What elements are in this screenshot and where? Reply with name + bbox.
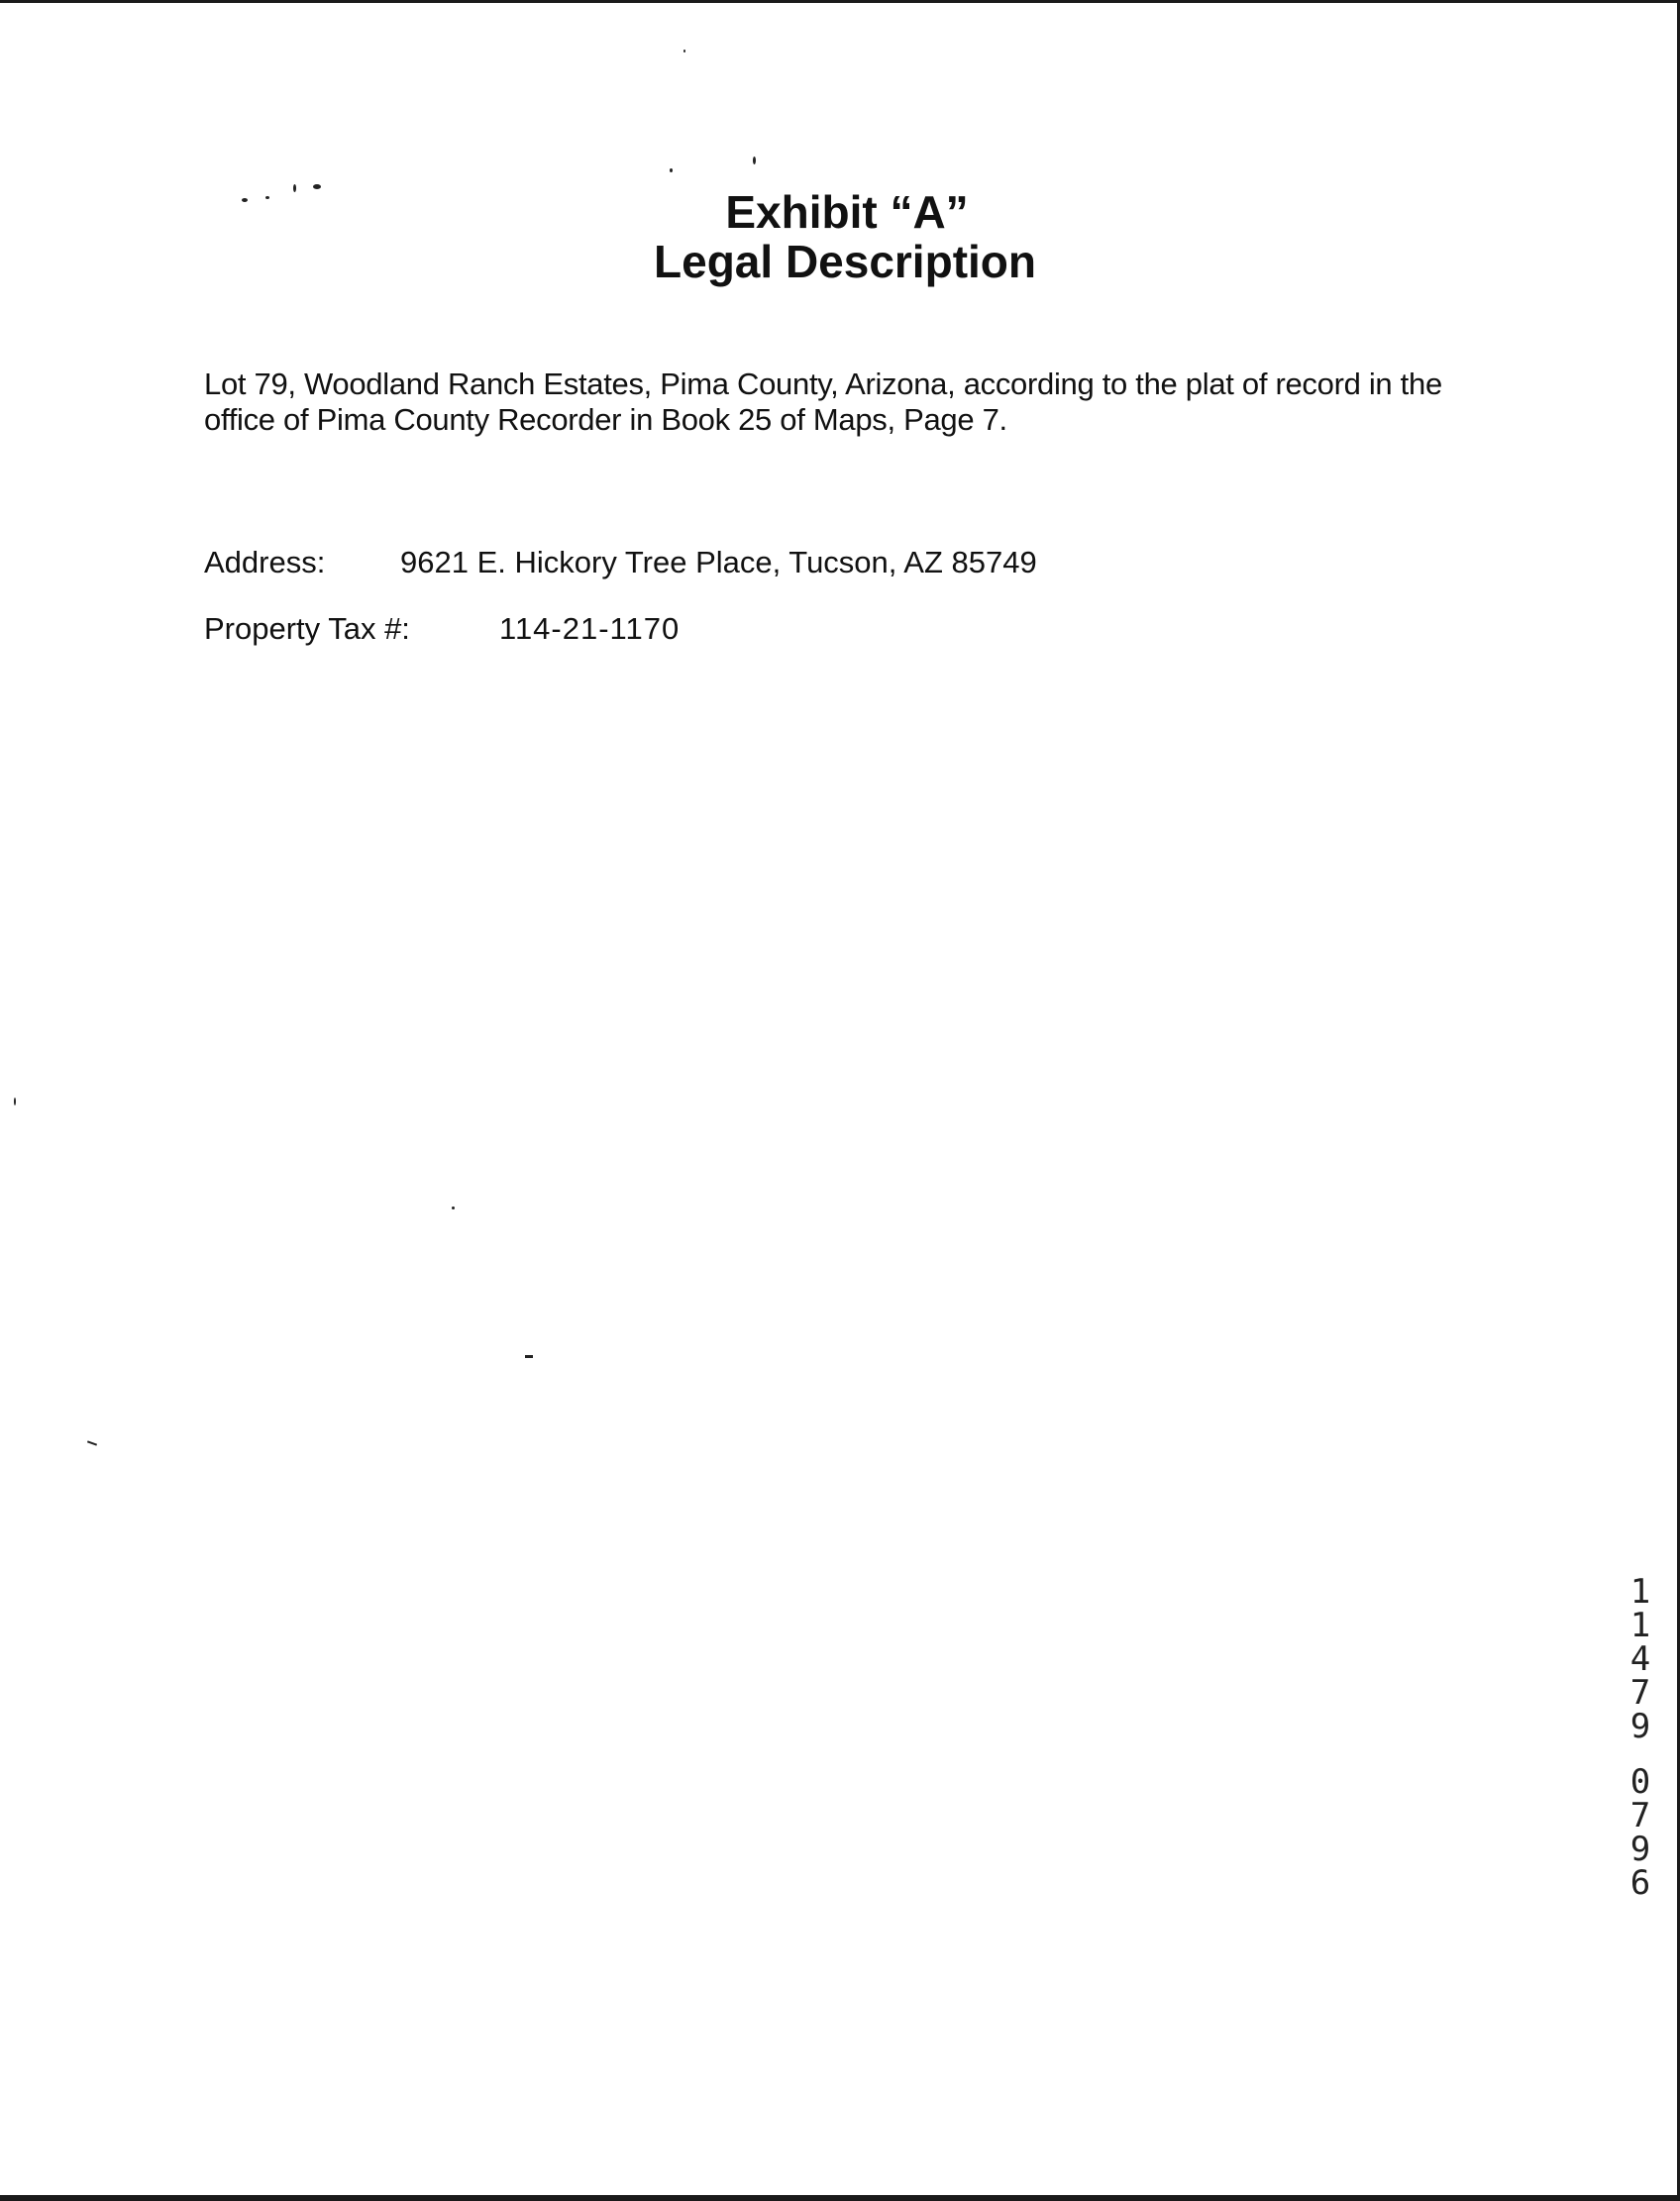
stamp-digit: 7 xyxy=(1629,1673,1651,1713)
scan-speck xyxy=(87,1440,97,1445)
address-label: Address: xyxy=(204,545,326,579)
document-stamp-number xyxy=(1621,1572,1660,1903)
stamp-digit: 4 xyxy=(1629,1639,1651,1679)
scan-speck xyxy=(753,157,756,164)
property-tax-row xyxy=(204,611,681,647)
property-tax-value: 114-21-1170 xyxy=(499,611,681,646)
exhibit-title: Exhibit “A” xyxy=(725,186,969,238)
address-value: 9621 E. Hickory Tree Place, Tucson, AZ 85749 xyxy=(400,545,1037,579)
legal-description-paragraph: Lot 79, Woodland Ranch Estates, Pima County, Arizona, according to the plat of record in the office of Pima County Recorder in Book 25 of Maps, Page 7. xyxy=(204,367,1442,437)
scan-speck xyxy=(452,1206,455,1209)
address-row xyxy=(204,545,1037,580)
scan-speck xyxy=(670,168,673,172)
scan-speck xyxy=(525,1355,533,1358)
stamp-digit: 6 xyxy=(1629,1863,1651,1903)
stamp-digit: 1 xyxy=(1629,1606,1651,1645)
stamp-digit: 7 xyxy=(1629,1796,1651,1835)
scan-edge-bottom xyxy=(0,2195,1680,2201)
stamp-digit: 9 xyxy=(1629,1830,1651,1869)
stamp-digit: 0 xyxy=(1629,1762,1651,1802)
scan-edge-top xyxy=(0,0,1680,3)
stamp-digit: 9 xyxy=(1629,1707,1651,1746)
stamp-digit: 1 xyxy=(1629,1572,1651,1612)
scan-speck xyxy=(683,50,685,52)
scan-speck xyxy=(14,1098,16,1105)
legal-description-heading: Legal Description xyxy=(654,236,1036,287)
property-tax-label: Property Tax #: xyxy=(204,611,410,646)
